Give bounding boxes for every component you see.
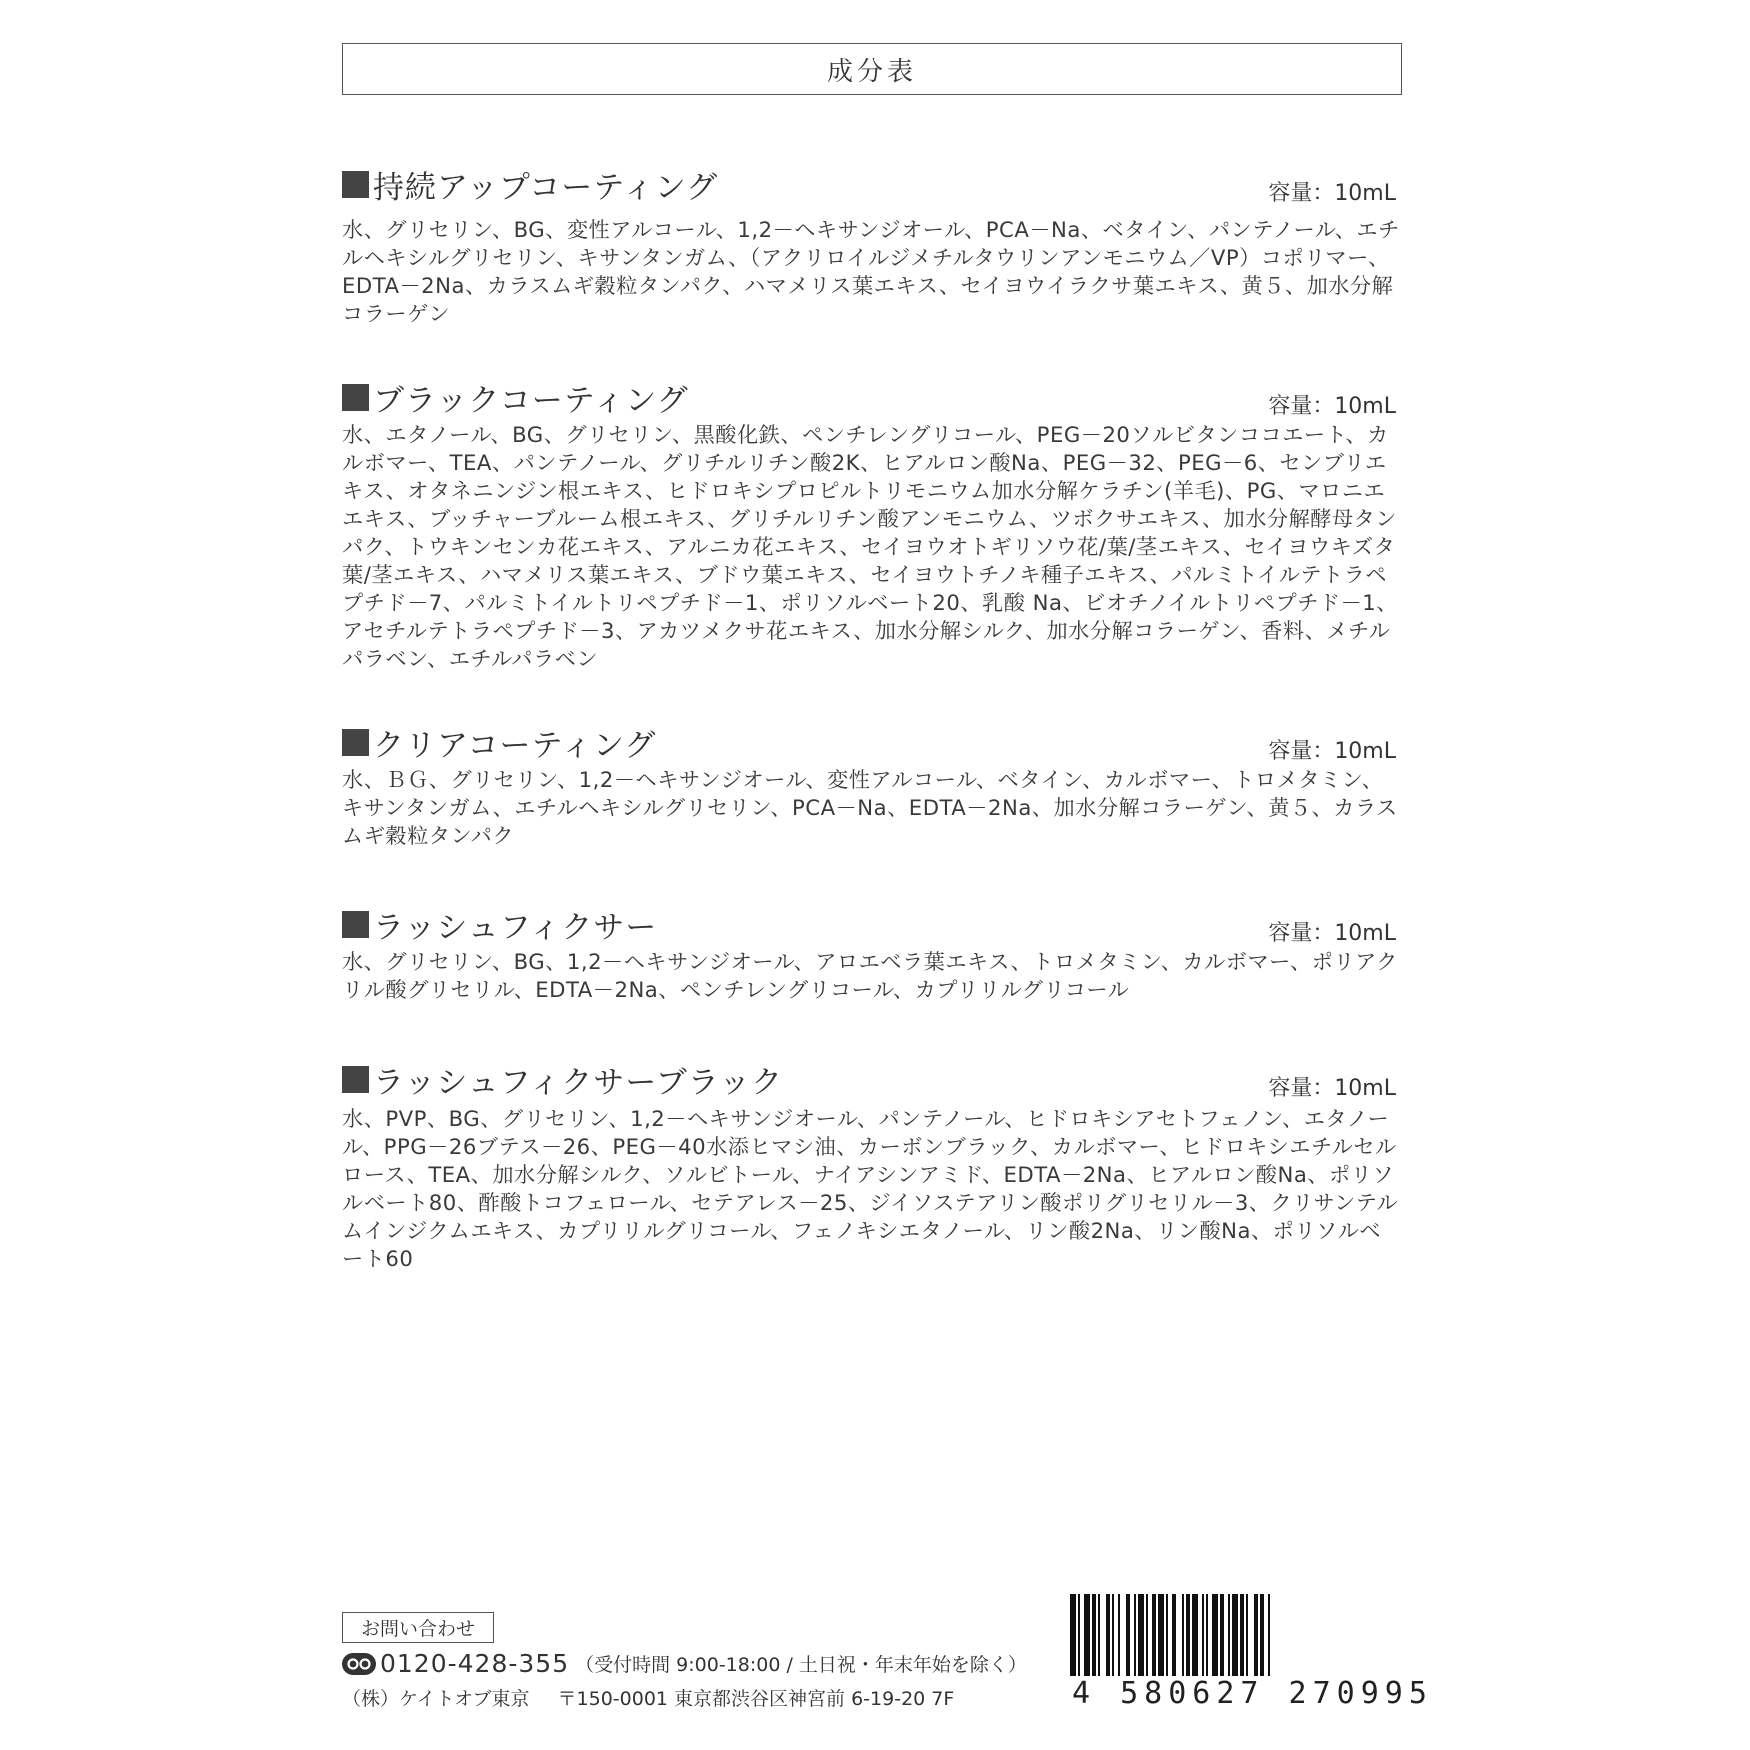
section-lash-fixer [342, 902, 1402, 1004]
section-title: 持続アップコーティング [342, 162, 718, 207]
page-title: 成分表 [342, 43, 1402, 95]
section-volume: 容量：10mL [1268, 921, 1396, 946]
section-lash-fixer-black [342, 1057, 1402, 1273]
barcode-digits: 4 580627 270995 [1072, 1676, 1433, 1711]
section-title: クリアコーティング [342, 720, 656, 765]
section-volume: 容量：10mL [1268, 181, 1396, 206]
contact-footer [342, 1612, 1027, 1711]
square-bullet-icon [342, 729, 369, 756]
ingredients-text: 水、グリセリン、BG、1,2－ヘキサンジオール、アロエベラ葉エキス、トロメタミン、カルボマー、ポリアクリル酸グリセリル、EDTA－2Na、ペンチレングリコール、カプリリルグリコール [342, 949, 1398, 1002]
square-bullet-icon [342, 171, 369, 198]
section-volume: 容量：10mL [1268, 394, 1396, 419]
section-volume: 容量：10mL [1268, 1076, 1396, 1101]
section-lasting-coating [342, 162, 1402, 328]
freedial-icon [342, 1653, 376, 1675]
ingredients-text: 水、ＢＧ、グリセリン、1,2－ヘキサンジオール、変性アルコール、ベタイン、カルボマー、トロメタミン、キサンタンガム、エチルヘキシルグリセリン、PCA－Na、EDTA－2Na、加水分解コラーゲン、黄５、カラスムギ穀粒タンパク [342, 767, 1398, 848]
business-hours: （受付時間 9:00-18:00 / 土日祝・年末年始を除く） [575, 1654, 1027, 1676]
square-bullet-icon [342, 384, 369, 411]
company-name: （株）ケイトオブ東京 [342, 1688, 530, 1710]
ingredients-text: 水、PVP、BG、グリセリン、1,2－ヘキサンジオール、パンテノール、ヒドロキシアセトフェノン、エタノール、PPG－26ブテス－26、PEG－40水添ヒマシ油、カーボンブラック、カルボマー、ヒドロキシエチルセルロース、TEA、加水分解シルク、ソルビトール、ナイアシンアミド、EDTA－2Na、ヒアルロン酸Na、ポリソルベート80、酢酸トコフェロール、セテアレス－25、ジイソステアリン酸ポリグリセリル－3、クリサンテルムインジクムエキス、カプリリルグリコール、フェノキシエタノール、リン酸2Na、リン酸Na、ポリソルベート60 [342, 1106, 1399, 1271]
square-bullet-icon [342, 1066, 369, 1093]
section-title: ブラックコーティング [342, 375, 689, 420]
section-volume: 容量：10mL [1268, 739, 1396, 764]
phone-number: 0120-428-355 [380, 1649, 570, 1678]
phone-line [342, 1649, 1027, 1678]
section-clear-coating [342, 720, 1402, 850]
section-title: ラッシュフィクサー [342, 902, 657, 947]
ingredients-text: 水、エタノール、BG、グリセリン、黒酸化鉄、ペンチレングリコール、PEG－20ソルビタンココエート、カルボマー、TEA、パンテノール、グリチルリチン酸2K、ヒアルロン酸Na、PEG－32、PEG－6、センブリエキス、オタネニンジン根エキス、ヒドロキシプロピルトリモニウム加水分解ケラチン(羊毛)、PG、マロニエエキス、ブッチャーブルーム根エキス、グリチルリチン酸アンモニウム、ツボクサエキス、加水分解酵母タンパク、トウキンセンカ花エキス、アルニカ花エキス、セイヨウオトギリソウ花/葉/茎エキス、セイヨウキズタ葉/茎エキス、ハマメリス葉エキス、ブドウ葉エキス、セイヨウトチノキ種子エキス、パルミトイルテトラペプチド－7、パルミトイルトリペプチド－1、ポリソルベート20、乳酸 Na、ビオチノイルトリペプチド－1、アセチルテトラペプチド－3、アカツメクサ花エキス、加水分解シルク、加水分解コラーゲン、香料、メチルパラベン、エチルパラベン [342, 422, 1398, 671]
section-title: ラッシュフィクサーブラック [342, 1057, 783, 1102]
ingredients-text: 水、グリセリン、BG、変性アルコール、1,2－ヘキサンジオール、PCA－Na、ベタイン、パンテノール、エチルヘキシルグリセリン、キサンタンガム、（アクリロイルジメチルタウリンアンモニウム／VP）コポリマー、EDTA－2Na、カラスムギ穀粒タンパク、ハマメリス葉エキス、セイヨウイラクサ葉エキス、黄５、加水分解コラーゲン [342, 217, 1400, 326]
company-info [342, 1684, 1027, 1711]
square-bullet-icon [342, 911, 369, 938]
section-black-coating [342, 375, 1402, 673]
company-address: 〒150-0001 東京都渋谷区神宮前 6-19-20 7F [557, 1688, 955, 1710]
contact-label: お問い合わせ [342, 1612, 494, 1643]
